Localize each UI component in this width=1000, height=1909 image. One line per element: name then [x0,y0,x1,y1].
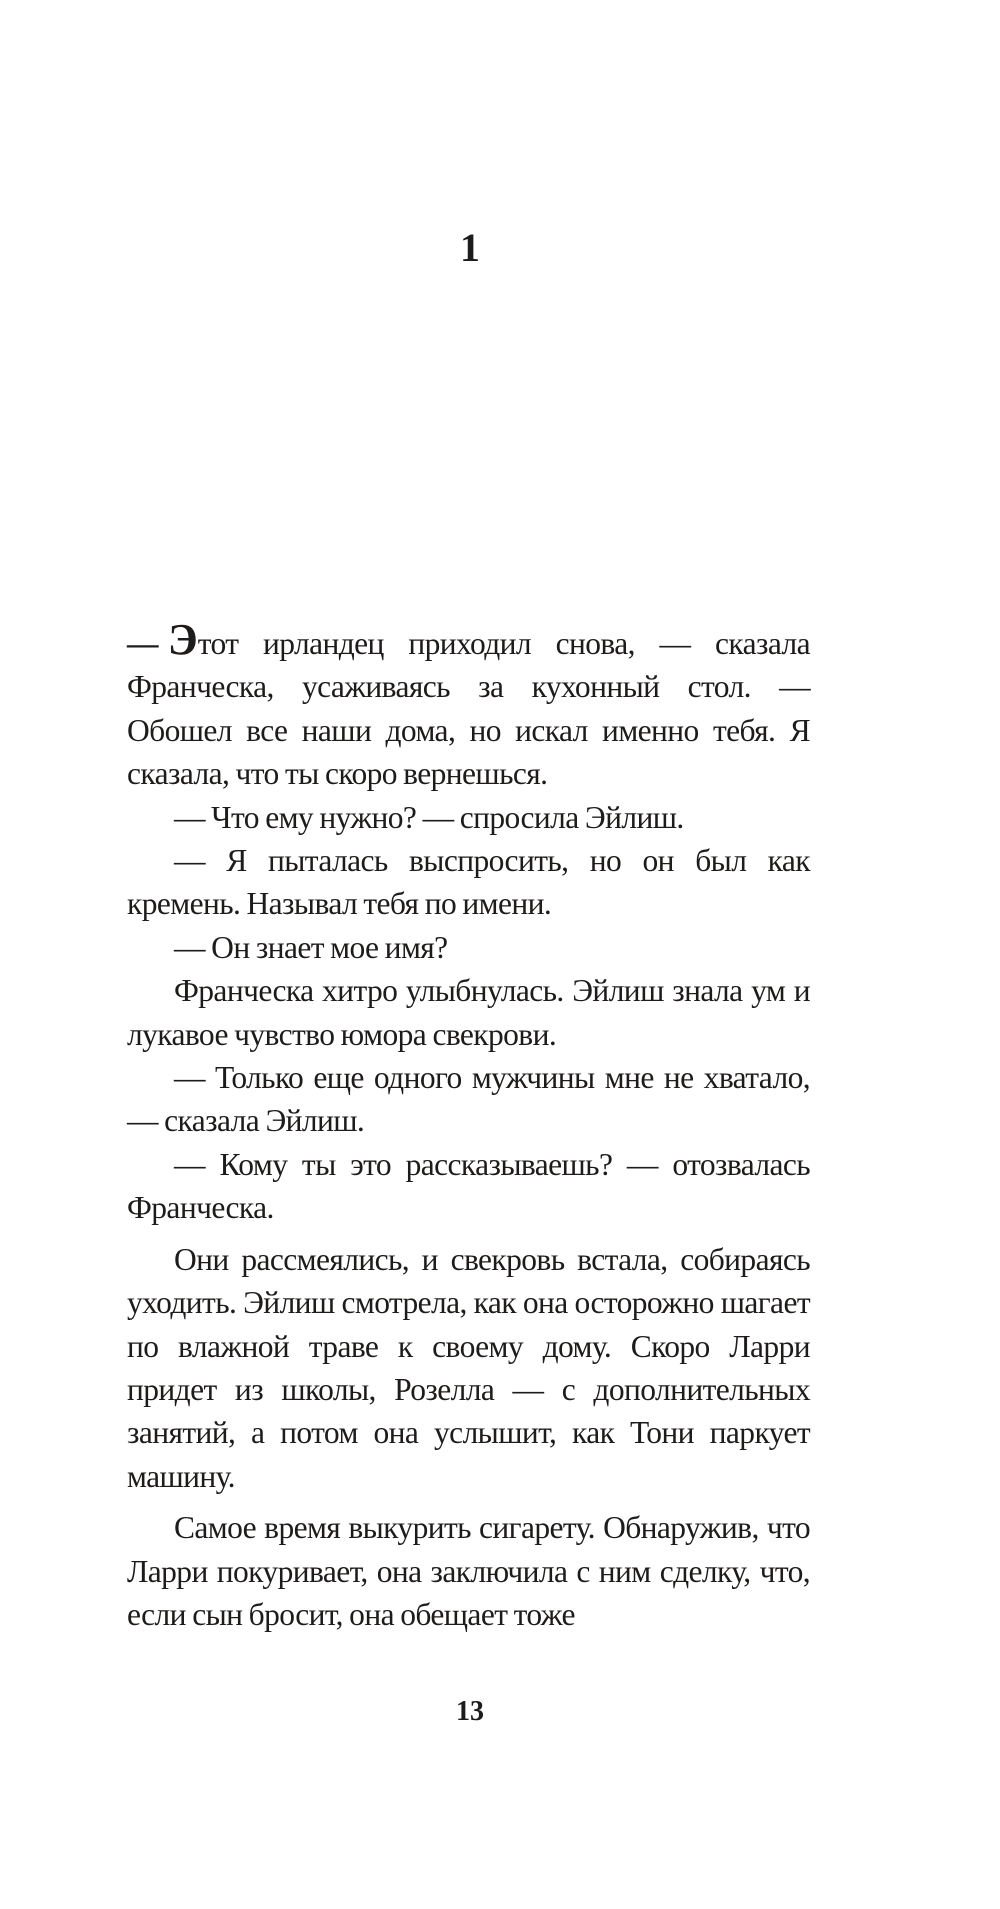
paragraph: Самое время выкурить сигарету. Обнаружив, что Ларри покуривает, она заключила с ним сделку, что, если сын бросит, она обещает тоже [127,1510,810,1632]
opening-paragraph [127,615,810,796]
paragraph: — Кому ты это рассказываешь? — отозвалась Франческа. [127,1146,810,1226]
opening-dash: — [127,626,158,661]
paragraph: — Он знает мое имя? [174,929,448,965]
paragraph: — Что ему нужно? — спросила Эйлиш. [174,799,684,835]
paragraph: Франческа хитро улыбнулась. Эйлиш знала ум и лукавое чувство юмора свекрови. [127,973,810,1052]
page-number: 13 [456,1696,484,1727]
chapter-number: 1 [460,225,480,270]
drop-cap-letter: Э [167,615,198,664]
body-text [127,615,810,1636]
paragraph: Они рассмеялись, и свекровь встала, собираясь уходить. Эйлиш смотрела, как она осторожно шагает по влажной траве к своему дому. Скоро Ларри придет из школы, Розелла — с дополнительных занятий, а потом она услышит, как Тони паркует машину. [127,1241,810,1494]
paragraph: — Только еще одного мужчины мне не хватало, — сказала Эйлиш. [127,1060,810,1139]
paragraph: — Я пыталась выспросить, но он был как кремень. Называл тебя по имени. [127,843,810,922]
opening-text: тот ирландец приходил снова, — сказала Франческа, усаживаясь за кухонный стол. — Обошел все наши дома, но искал именно тебя. Я сказала, что ты скоро вернешься. [127,626,810,792]
